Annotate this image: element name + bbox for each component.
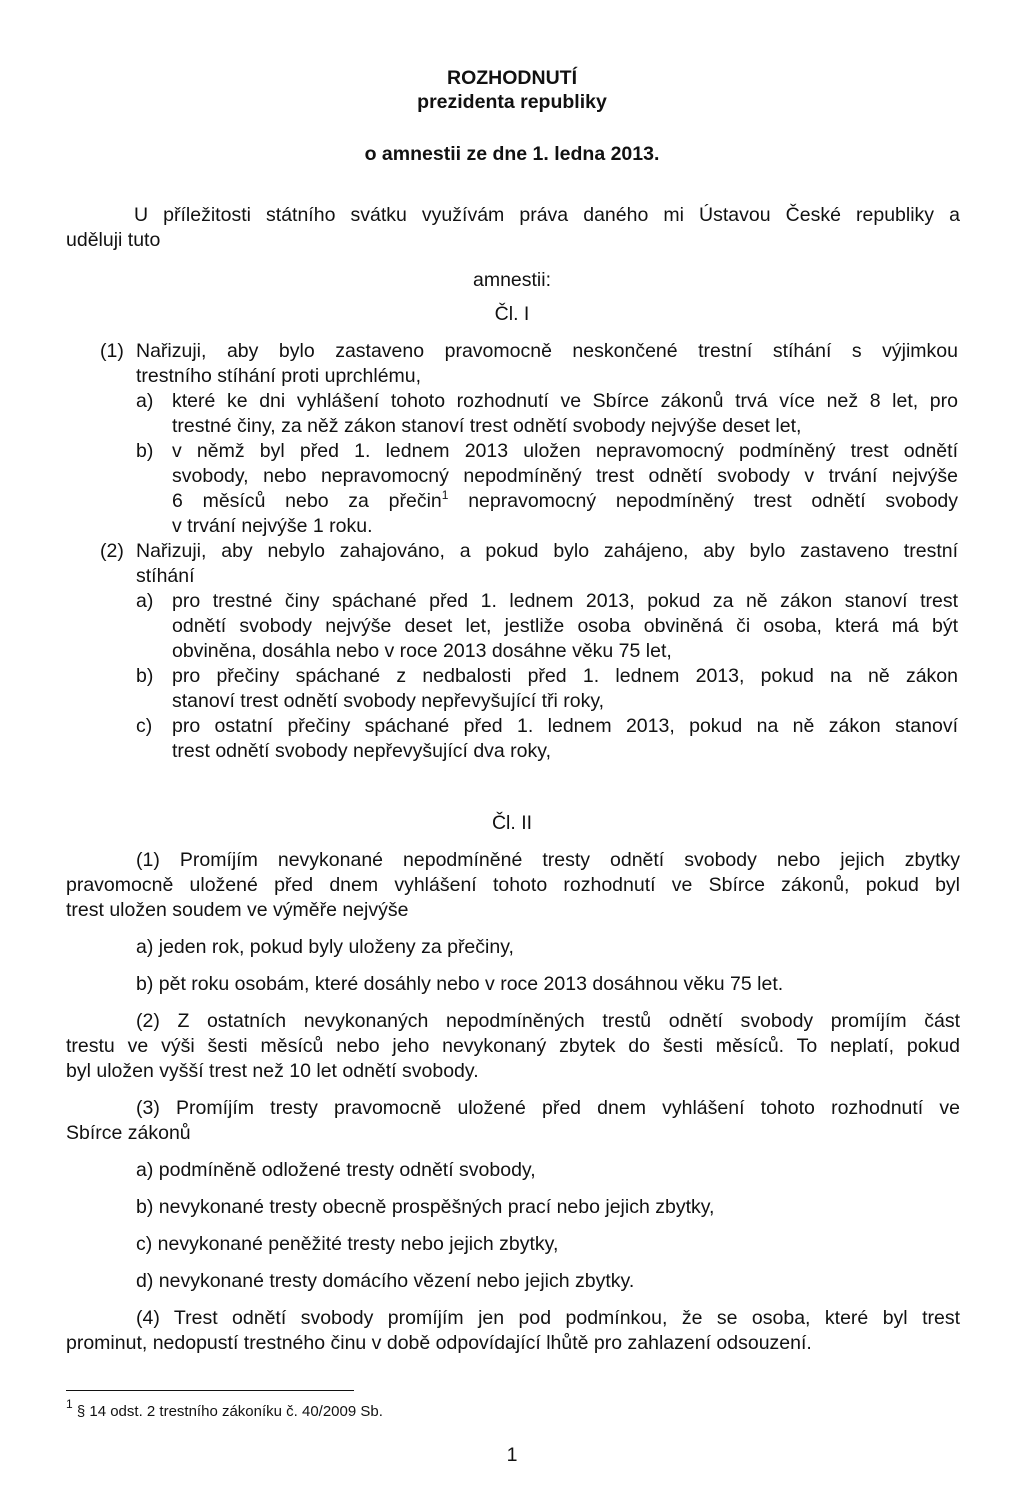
art1-p2-b-line-2: stanoví trest odnětí svobody nepřevyšující tři roky, <box>172 690 605 712</box>
art1-p2-b-line-1: pro přečiny spáchané z nedbalosti před 1. lednem 2013, pokud na ně zákon <box>172 665 958 687</box>
art2-p3-line-1: (3) Promíjím tresty pravomocně uložené před dnem vyhlášení tohoto rozhodnutí ve <box>136 1097 960 1119</box>
art1-p1-b-line-1: v němž byl před 1. lednem 2013 uložen nepravomocný podmíněný trest odnětí <box>172 440 958 462</box>
art1-p1-label: (1) <box>100 340 124 362</box>
footnote-1 <box>66 1397 383 1422</box>
document-title: ROZHODNUTÍ <box>447 67 577 89</box>
art2-p2-line-3: byl uložen vyšší trest než 10 let odnětí svobody. <box>66 1060 479 1082</box>
preamble-line-1: U příležitosti státního svátku využívám práva daného mi Ústavou České republiky a <box>134 204 960 226</box>
document-date-line: o amnestii ze dne 1. ledna 2013. <box>364 143 660 165</box>
art1-p2-line-1: Nařizuji, aby nebylo zahajováno, a pokud bylo zahájeno, aby bylo zastaveno trestní <box>136 540 958 562</box>
footnote-text: § 14 odst. 2 trestního zákoníku č. 40/2009 Sb. <box>72 1403 383 1420</box>
document-subtitle: prezidenta republiky <box>417 91 607 113</box>
art1-p1-a-label: a) <box>136 390 154 412</box>
art1-p2-c-line-2: trest odnětí svobody nepřevyšující dva roky, <box>172 740 551 762</box>
article-1-heading: Čl. I <box>494 303 530 325</box>
art2-p1-item-a: a) jeden rok, pokud byly uloženy za přečiny, <box>136 936 514 958</box>
footnote-reference-1[interactable]: 1 <box>441 488 449 502</box>
art1-p1-b-label: b) <box>136 440 154 462</box>
art2-p3-item-c: c) nevykonané peněžité tresty nebo jejich zbytky, <box>136 1233 559 1255</box>
art1-p1-b-line-3-start: 6 měsíců nebo za přečin <box>172 490 442 512</box>
footnote-separator <box>66 1390 354 1391</box>
art1-p1-b-line-3-end: nepravomocný nepodmíněný trest odnětí svobody <box>448 490 959 512</box>
art2-p1-item-b: b) pět roku osobám, které dosáhly nebo v roce 2013 dosáhnou věku 75 let. <box>136 973 784 995</box>
art1-p1-b-line-2: svobody, nebo nepravomocný nepodmíněný trest odnětí svobody v trvání nejvýše <box>172 465 958 487</box>
art2-p1-line-1: (1) Promíjím nevykonané nepodmíněné tresty odnětí svobody nebo jejich zbytky <box>136 849 960 871</box>
art1-p1-line-2: trestního stíhání proti uprchlému, <box>136 365 422 387</box>
art1-p1-b-line-4: v trvání nejvýše 1 roku. <box>172 515 373 537</box>
art1-p2-a-line-1: pro trestné činy spáchané před 1. lednem 2013, pokud za ně zákon stanoví trest <box>172 590 958 612</box>
art1-p2-a-label: a) <box>136 590 154 612</box>
art1-p2-b-label: b) <box>136 665 154 687</box>
art2-p2-line-1: (2) Z ostatních nevykonaných nepodmíněných trestů odnětí svobody promíjím část <box>136 1010 960 1032</box>
art2-p1-line-3: trest uložen soudem ve výměře nejvýše <box>66 899 409 921</box>
art1-p1-b-line-3 <box>172 489 958 514</box>
art1-p1-a-line-2: trestné činy, za něž zákon stanoví trest odnětí svobody nejvýše deset let, <box>172 415 802 437</box>
art2-p3-item-b: b) nevykonané tresty obecně prospěšných prací nebo jejich zbytky, <box>136 1196 715 1218</box>
art1-p2-a-line-3: obviněna, dosáhla nebo v roce 2013 dosáhne věku 75 let, <box>172 640 672 662</box>
art2-p3-item-d: d) nevykonané tresty domácího vězení nebo jejich zbytky. <box>136 1270 635 1292</box>
art2-p1-line-2: pravomocně uložené před dnem vyhlášení tohoto rozhodnutí ve Sbírce zákonů, pokud byl <box>66 874 960 896</box>
page-number: 1 <box>506 1444 518 1466</box>
preamble-line-2: uděluji tuto <box>66 229 161 251</box>
amnesty-word: amnestii: <box>472 269 552 291</box>
art1-p1-line-1: Nařizuji, aby bylo zastaveno pravomocně neskončené trestní stíhání s výjimkou <box>136 340 958 362</box>
art1-p2-line-2: stíhání <box>136 565 195 587</box>
art1-p2-a-line-2: odnětí svobody nejvýše deset let, jestliže osoba obviněná či osoba, která má být <box>172 615 958 637</box>
art2-p2-line-2: trestu ve výši šesti měsíců nebo jeho nevykonaný zbytek do šesti měsíců. To neplatí, pokud <box>66 1035 960 1057</box>
footnote-marker: 1 <box>66 1397 73 1411</box>
art2-p4-line-2: prominut, nedopustí trestného činu v době odpovídající lhůtě pro zahlazení odsouzení. <box>66 1332 812 1354</box>
article-2-heading: Čl. II <box>491 812 533 834</box>
art1-p2-c-label: c) <box>136 715 153 737</box>
art1-p2-label: (2) <box>100 540 124 562</box>
art1-p2-c-line-1: pro ostatní přečiny spáchané před 1. lednem 2013, pokud na ně zákon stanoví <box>172 715 958 737</box>
art2-p3-item-a: a) podmíněně odložené tresty odnětí svobody, <box>136 1159 536 1181</box>
art2-p3-line-2: Sbírce zákonů <box>66 1122 191 1144</box>
art2-p4-line-1: (4) Trest odnětí svobody promíjím jen pod podmínkou, že se osoba, které byl trest <box>136 1307 960 1329</box>
art1-p1-a-line-1: které ke dni vyhlášení tohoto rozhodnutí ve Sbírce zákonů trvá více než 8 let, pro <box>172 390 958 412</box>
